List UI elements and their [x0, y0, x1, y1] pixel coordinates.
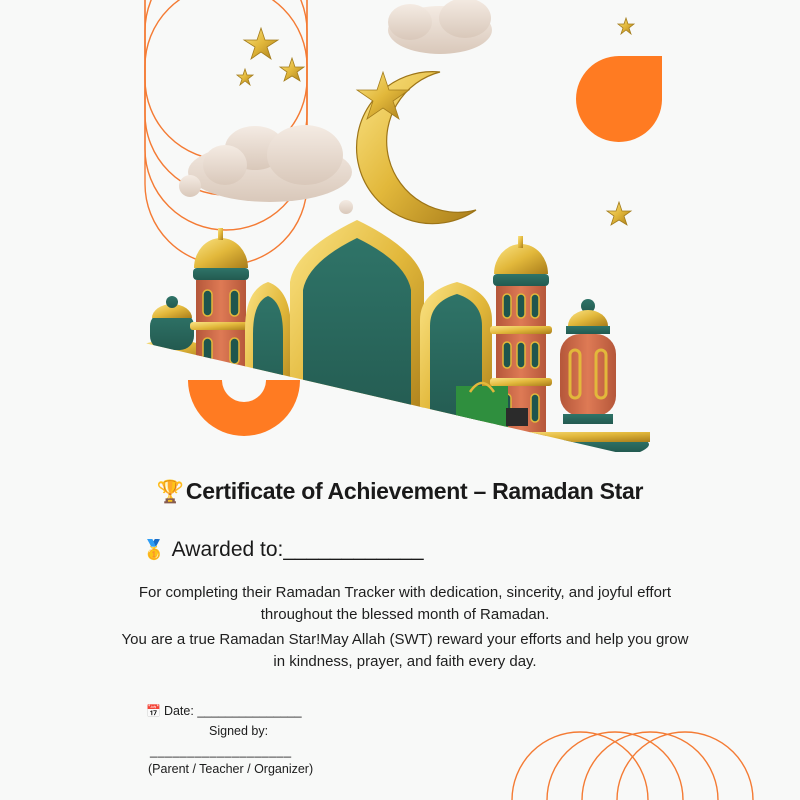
medal-icon: 🥇: [142, 540, 166, 561]
orange-drop-shape: [576, 56, 662, 142]
signature-line: ___________________: [150, 744, 292, 758]
title-text: Certificate of Achievement – Ramadan Star: [185, 478, 644, 504]
trophy-icon: 🏆: [156, 479, 184, 504]
calendar-icon: 📅: [146, 704, 161, 718]
blessing-paragraph: You are a true Ramadan Star!May Allah (SWT) reward your efforts and help you grow in kindness, prayer, and faith every day.: [121, 631, 689, 670]
cloud-icon: [179, 125, 353, 214]
date-label: Date:: [163, 704, 198, 718]
awarded-blank: ____________: [283, 538, 424, 561]
awarded-to: [142, 538, 424, 562]
completion-paragraph: For completing their Ramadan Tracker with dedication, sincerity, and joyful effort throughout the blessed month of Ramadan.: [138, 584, 672, 623]
date-line: [146, 704, 302, 718]
date-blank: _______________: [197, 704, 302, 718]
signed-by-label: Signed by:: [209, 724, 269, 738]
orange-arc-shape: [188, 380, 300, 436]
certificate-title: [0, 478, 800, 505]
signer-role: (Parent / Teacher / Organizer): [148, 762, 314, 776]
cloud-icon: [388, 0, 492, 54]
lantern-icon: [560, 299, 616, 424]
awarded-label: Awarded to:: [171, 538, 284, 561]
minaret-left: [190, 228, 252, 380]
